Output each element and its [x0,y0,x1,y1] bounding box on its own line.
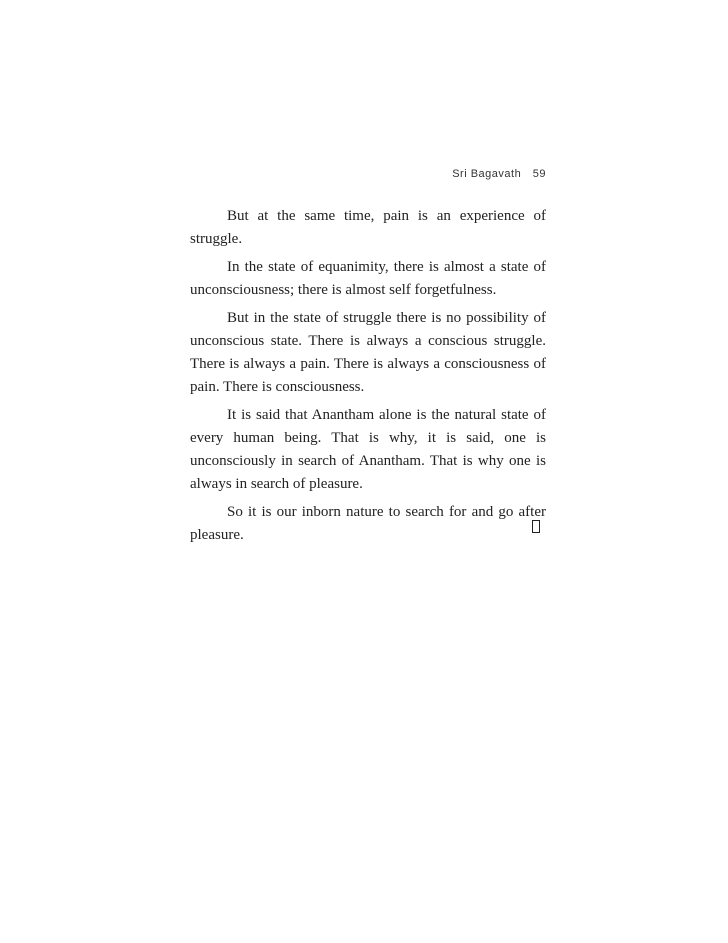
running-title: Sri Bagavath [452,168,522,180]
body-text [190,205,546,552]
running-header [190,168,546,180]
paragraph-5: So it is our inborn nature to search for and go after pleasure. [190,504,546,543]
page-number: 59 [532,168,546,180]
paragraph-4: It is said that Anantham alone is the natural state of every human being. That is why, it is said, one is unconsciously in search of Anantham. That is why one is always in search of pleasure. [190,407,546,492]
paragraph-1: But at the same time, pain is an experience of struggle. [190,208,546,247]
paragraph-3: But in the state of struggle there is no possibility of unconscious state. There is always a conscious struggle. There is always a pain. There is always a consciousness of pain. There is consciousness. [190,310,546,395]
paragraph-2: In the state of equanimity, there is almost a state of unconsciousness; there is almost self forgetfulness. [190,259,546,298]
hollow-square-icon [532,520,540,533]
